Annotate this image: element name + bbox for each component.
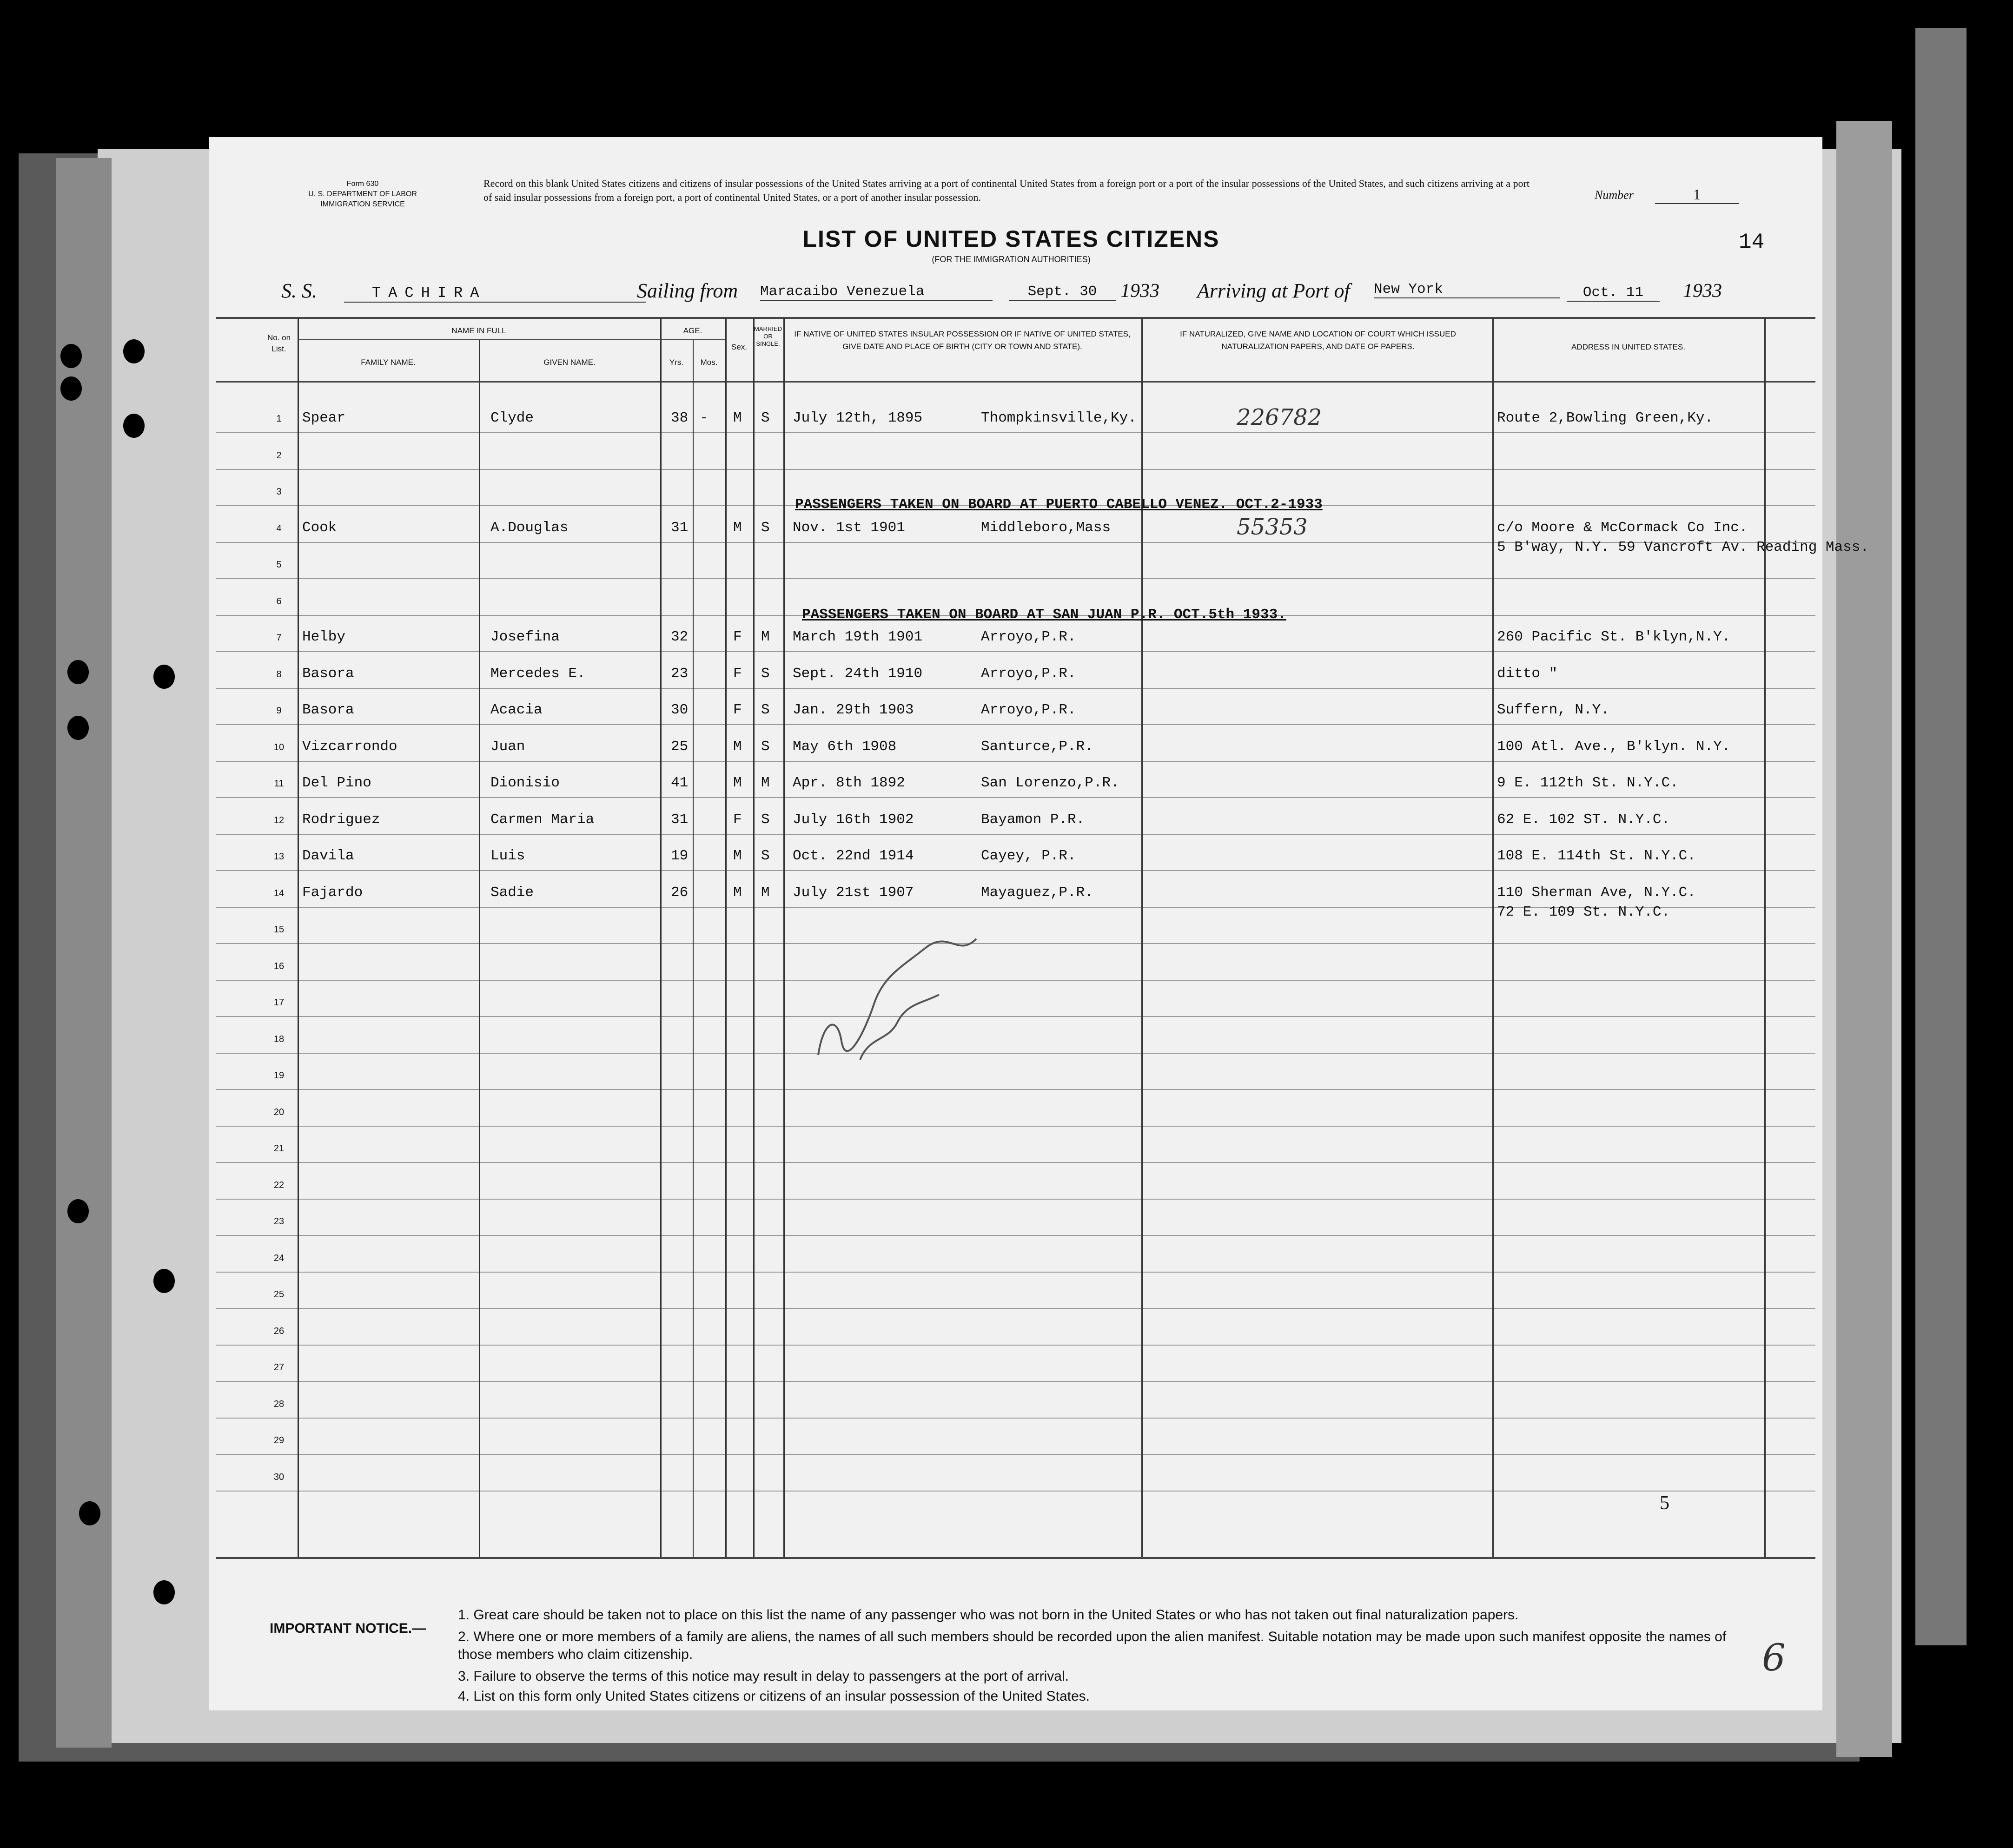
sailing-year: 1933 — [1120, 280, 1159, 302]
row-number: 12 — [273, 815, 285, 825]
us-address: Route 2,Bowling Green,Ky. — [1497, 410, 1714, 426]
us-address: 100 Atl. Ave., B'klyn. N.Y. — [1497, 738, 1731, 755]
header-years: Yrs. — [669, 358, 684, 367]
birth-place: Middleboro,Mass — [981, 519, 1111, 536]
row-rule — [216, 761, 1815, 762]
row-rule — [216, 1381, 1815, 1382]
header-sex: Sex. — [731, 343, 748, 351]
sex: M — [733, 519, 742, 536]
family-name: Del Pino — [302, 775, 371, 791]
boarding-note-san-juan: PASSENGERS TAKEN ON BOARD AT SAN JUAN P.R. OCT.5th 1933. — [802, 607, 1286, 623]
row-rule — [216, 834, 1815, 835]
row-rule — [216, 797, 1815, 798]
birth-date: Sept. 24th 1910 — [793, 665, 923, 682]
us-address: Suffern, N.Y. — [1497, 702, 1609, 718]
row-rule — [216, 469, 1815, 470]
family-name: Spear — [302, 410, 346, 426]
row-rule — [216, 1454, 1815, 1455]
sex: M — [733, 775, 742, 791]
row-rule — [216, 1126, 1815, 1127]
sex: F — [733, 629, 742, 645]
birth-date: July 12th, 1895 — [793, 410, 923, 426]
birth-date: Jan. 29th 1903 — [793, 702, 914, 718]
marital-status: S — [761, 811, 770, 828]
row-rule — [216, 578, 1815, 579]
age-years: 19 — [671, 848, 689, 864]
right-edge-dark — [1915, 28, 1967, 1645]
age-header-divider — [660, 339, 725, 340]
us-address: 260 Pacific St. B'klyn,N.Y. — [1497, 629, 1731, 645]
column-divider — [725, 318, 727, 1557]
manifest-page — [209, 137, 1822, 1710]
row-number: 1 — [276, 414, 282, 424]
binder-hole — [67, 1199, 89, 1223]
given-name: Acacia — [490, 702, 543, 718]
row-number: 8 — [276, 669, 282, 680]
binder-hole — [60, 376, 82, 401]
row-rule — [216, 432, 1815, 433]
header-age: AGE. — [683, 326, 702, 335]
age-years: 31 — [671, 811, 689, 828]
birth-place: Santurce,P.R. — [981, 738, 1093, 755]
sailing-label: Sailing from — [637, 279, 738, 302]
service: IMMIGRATION SERVICE — [320, 200, 405, 208]
binder-hole — [153, 665, 175, 689]
row-rule — [216, 1418, 1815, 1419]
form-number: Form 630 — [346, 180, 379, 188]
marital-status: S — [761, 519, 770, 536]
row-number: 3 — [276, 487, 282, 497]
age-years: 25 — [671, 738, 689, 755]
row-number: 20 — [273, 1107, 285, 1117]
binder-hole — [79, 1501, 100, 1525]
birth-place: Arroyo,P.R. — [981, 665, 1076, 682]
column-divider — [783, 318, 785, 1557]
row-number: 17 — [273, 997, 285, 1008]
header-months: Mos. — [700, 358, 718, 367]
birth-date: March 19th 1901 — [793, 629, 923, 645]
binder-hole — [123, 414, 145, 438]
us-address-line-2: 72 E. 109 St. N.Y.C. — [1497, 904, 1670, 920]
row-number: 26 — [273, 1326, 285, 1336]
row-rule — [216, 1053, 1815, 1054]
family-name: Fajardo — [302, 884, 363, 901]
header-no-on-list: No. on List. — [267, 333, 291, 353]
family-name: Vizcarrondo — [302, 738, 397, 755]
sex: F — [733, 665, 742, 682]
row-number: 5 — [276, 560, 282, 570]
row-number: 11 — [274, 779, 284, 789]
birth-place: Arroyo,P.R. — [981, 702, 1076, 718]
birth-date: Nov. 1st 1901 — [793, 519, 905, 536]
notice-item: 2. Where one or more members of a family are aliens, the names of all such members should be recorded upon the alien manifest. Suitable notation may be made upon such manifest opposite the names of those members who claim citizenship. — [458, 1629, 1727, 1662]
naturalization-number: 226782 — [1237, 404, 1322, 430]
column-divider — [660, 318, 662, 1557]
family-name: Davila — [302, 848, 354, 864]
row-number: 27 — [273, 1362, 285, 1373]
marital-status: S — [761, 738, 770, 755]
us-address: 62 E. 102 ST. N.Y.C. — [1497, 811, 1670, 828]
row-number: 29 — [273, 1435, 285, 1445]
birth-place: Bayamon P.R. — [981, 811, 1085, 828]
corner-mark: 6 — [1762, 1636, 1786, 1679]
sheet-number: 14 — [1739, 230, 1765, 254]
boarding-note-puerto-cabello: PASSENGERS TAKEN ON BOARD AT PUERTO CABELLO VENEZ. OCT.2-1933 — [795, 496, 1323, 513]
right-edge-strip — [1836, 121, 1892, 1757]
header-family-name: FAMILY NAME. — [361, 358, 416, 367]
birth-place: Arroyo,P.R. — [981, 629, 1076, 645]
table-top-border — [216, 317, 1815, 319]
form-intro: Record on this blank United States citizens and citizens of insular possessions of the United States arriving at a port of continental United States from a foreign port or a port of the insular possessions of the United States, and such citizens arriving at a port of said insular possessions from a foreign port, a port of continental United States, or a port of another insular possession. — [483, 178, 1530, 203]
row-rule — [216, 724, 1815, 725]
age-years: 31 — [671, 519, 689, 536]
row-rule — [216, 1089, 1815, 1090]
sex: M — [733, 410, 742, 426]
row-rule — [216, 1345, 1815, 1346]
ss-label: S. S. — [281, 279, 317, 302]
handwritten-signature — [809, 930, 986, 1069]
page-title: LIST OF UNITED STATES CITIZENS — [802, 226, 1220, 252]
row-number: 21 — [273, 1143, 285, 1154]
table-bottom-border — [216, 1557, 1815, 1559]
row-number: 7 — [276, 633, 282, 643]
binder-hole — [67, 660, 89, 684]
row-number: 30 — [273, 1472, 285, 1482]
row-rule — [216, 943, 1815, 944]
sex: M — [733, 884, 742, 901]
header-birth: IF NATIVE OF UNITED STATES INSULAR POSSESSION OR IF NATIVE OF UNITED STATES, GIVE DATE AND PLACE OF BIRTH (CITY OR TOWN AND STATE). — [794, 330, 1131, 351]
us-address: ditto " — [1497, 665, 1558, 682]
birth-date: Apr. 8th 1892 — [793, 775, 905, 791]
sailing-from: Maracaibo Venezuela — [760, 284, 993, 301]
age-years: 32 — [671, 629, 689, 645]
row-number: 10 — [273, 742, 285, 752]
row-rule — [216, 1491, 1815, 1492]
birth-place: Mayaguez,P.R. — [981, 884, 1093, 901]
notice-label: IMPORTANT NOTICE.— — [270, 1621, 426, 1636]
marital-status: S — [761, 665, 770, 682]
given-name: Carmen Maria — [490, 811, 595, 828]
row-rule — [216, 651, 1815, 652]
row-number: 28 — [273, 1399, 285, 1409]
row-number: 4 — [276, 523, 282, 534]
birth-place: Thompkinsville,Ky. — [981, 410, 1137, 426]
age-years: 30 — [671, 702, 689, 718]
row-rule — [216, 1308, 1815, 1309]
marital-status: M — [761, 884, 770, 901]
binder-hole — [153, 1580, 175, 1604]
row-number: 18 — [273, 1034, 285, 1044]
family-name: Basora — [302, 665, 354, 682]
age-years: 23 — [671, 665, 689, 682]
column-divider — [1492, 318, 1494, 1557]
row-number: 9 — [276, 706, 282, 716]
row-rule — [216, 1199, 1815, 1200]
given-name: Josefina — [490, 629, 560, 645]
header-married: MARRIED OR SINGLE. — [754, 325, 782, 347]
row-number: 25 — [273, 1289, 285, 1300]
us-address: 9 E. 112th St. N.Y.C. — [1497, 775, 1679, 791]
sex: F — [733, 811, 742, 828]
header-name-in-full: NAME IN FULL — [451, 326, 506, 335]
row-rule — [216, 1272, 1815, 1273]
row-number: 22 — [273, 1180, 285, 1190]
row-number: 6 — [276, 596, 282, 607]
row-rule — [216, 1235, 1815, 1236]
family-name: Helby — [302, 629, 346, 645]
column-divider — [479, 339, 480, 1557]
row-number: 14 — [273, 888, 285, 898]
row-number: 15 — [273, 924, 285, 935]
naturalization-number: 55353 — [1237, 514, 1308, 540]
row-number: 24 — [273, 1253, 285, 1263]
row-number: 2 — [276, 450, 282, 461]
given-name: Clyde — [490, 410, 534, 426]
family-name: Basora — [302, 702, 354, 718]
given-name: Luis — [490, 848, 525, 864]
age-years: 41 — [671, 775, 689, 791]
binder-hole — [153, 1269, 175, 1293]
page-subtitle: (FOR THE IMMIGRATION AUTHORITIES) — [932, 255, 1091, 264]
marital-status: S — [761, 702, 770, 718]
notice-item: 3. Failure to observe the terms of this notice may result in delay to passengers at the port of arrival. — [458, 1669, 1069, 1684]
given-name: Juan — [490, 738, 525, 755]
us-address: 108 E. 114th St. N.Y.C. — [1497, 848, 1696, 864]
birth-date: May 6th 1908 — [793, 738, 897, 755]
department: U. S. DEPARTMENT OF LABOR — [308, 190, 417, 198]
arriving-label: Arriving at Port of — [1197, 279, 1350, 302]
number-value: 1 — [1655, 186, 1739, 204]
notice-item: 4. List on this form only United States citizens or citizens of an insular possession of the United States. — [458, 1689, 1090, 1704]
marital-status: M — [761, 775, 770, 791]
header-address: ADDRESS IN UNITED STATES. — [1571, 343, 1685, 351]
given-name: Mercedes E. — [490, 665, 586, 682]
notice-item: 1. Great care should be taken not to place on this list the name of any passenger who was not born in the United States or who has not taken out final naturalization papers. — [458, 1607, 1519, 1623]
us-address-line-2: 5 B'way, N.Y. 59 Vancroft Av. Reading Mass. — [1497, 539, 1869, 555]
given-name: A.Douglas — [490, 519, 569, 536]
birth-date: Oct. 22nd 1914 — [793, 848, 914, 864]
given-name: Dionisio — [490, 775, 560, 791]
row-number: 23 — [273, 1216, 285, 1227]
row-rule — [216, 1162, 1815, 1163]
row-rule — [216, 688, 1815, 689]
name-header-divider — [298, 339, 660, 340]
page-mark: 5 — [1660, 1492, 1669, 1514]
row-rule — [216, 980, 1815, 981]
age-months: - — [700, 410, 709, 426]
sex: F — [733, 702, 742, 718]
arrival-port: New York — [1374, 281, 1560, 298]
us-address: c/o Moore & McCormack Co Inc. — [1497, 519, 1748, 536]
binder-hole — [60, 344, 82, 368]
sex: M — [733, 738, 742, 755]
birth-place: Cayey, P.R. — [981, 848, 1076, 864]
header-bottom-border — [216, 381, 1815, 383]
row-rule — [216, 870, 1815, 871]
arrival-year: 1933 — [1683, 280, 1722, 302]
ship-name: TACHIRA — [344, 284, 646, 303]
birth-date: July 21st 1907 — [793, 884, 914, 901]
family-name: Cook — [302, 519, 337, 536]
sex: M — [733, 848, 742, 864]
row-number: 13 — [273, 851, 285, 862]
header-naturalization: IF NATURALIZED, GIVE NAME AND LOCATION OF COURT WHICH ISSUED NATURALIZATION PAPERS, AND DATE OF PAPERS. — [1180, 330, 1456, 351]
marital-status: M — [761, 629, 770, 645]
birth-date: July 16th 1902 — [793, 811, 914, 828]
marital-status: S — [761, 410, 770, 426]
family-name: Rodriguez — [302, 811, 380, 828]
marital-status: S — [761, 848, 770, 864]
age-years: 38 — [671, 410, 689, 426]
column-divider — [1764, 318, 1766, 1557]
number-label: Number — [1595, 188, 1634, 202]
binder-hole — [123, 339, 145, 363]
sailing-date: Sept. 30 — [1009, 284, 1116, 301]
arrival-date: Oct. 11 — [1567, 284, 1660, 302]
column-divider — [753, 318, 755, 1557]
birth-place: San Lorenzo,P.R. — [981, 775, 1119, 791]
form-id-block — [307, 179, 418, 210]
header-given-name: GIVEN NAME. — [543, 358, 596, 367]
row-rule — [216, 1016, 1815, 1017]
column-divider — [693, 339, 694, 1557]
age-years: 26 — [671, 884, 689, 901]
row-number: 19 — [273, 1070, 285, 1081]
given-name: Sadie — [490, 884, 534, 901]
binder-hole — [67, 716, 89, 740]
us-address: 110 Sherman Ave, N.Y.C. — [1497, 884, 1696, 901]
row-number: 16 — [273, 961, 285, 971]
